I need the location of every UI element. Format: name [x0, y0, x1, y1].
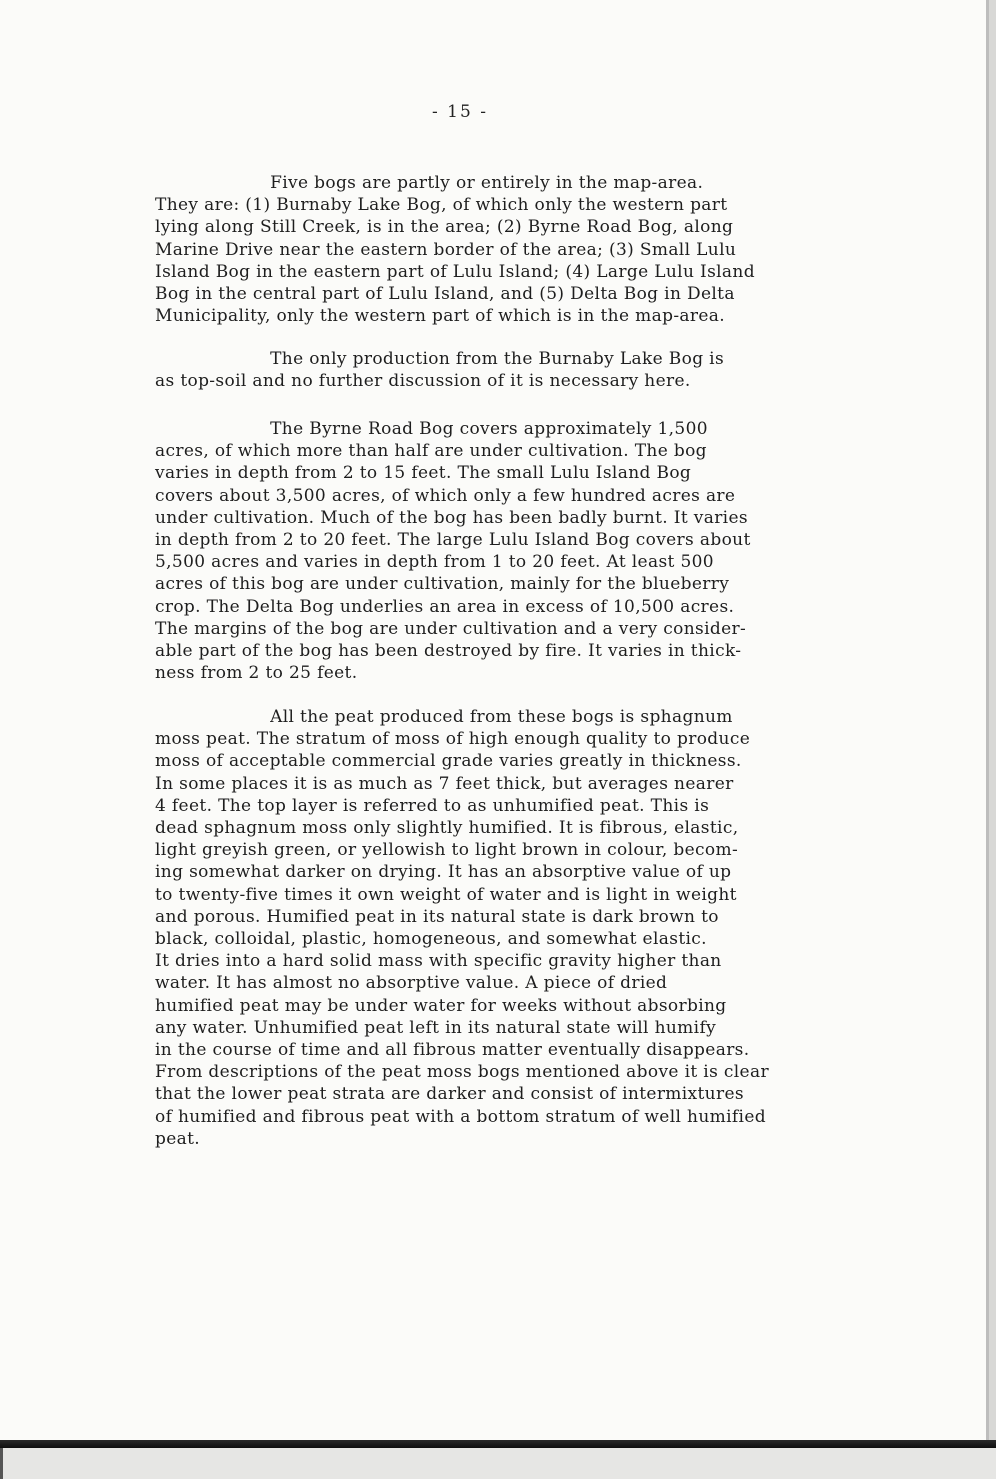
paragraph-peat-description: All the peat produced from these bogs is sphagnum moss peat. The stratum of moss of high enough quality to produce moss of acceptable commercial grade varies greatly in thickness. In some places it is as much as 7 feet thick, but averages nearer 4 feet. The top layer is referred to as unhumified peat. This is dead sphagnum moss only slightly humified. It is fibrous, elastic, light greyish green, or yellowish to light brown in colour, becom- ing somewhat darker on drying. It has an absorptive value of up to twenty-five times it own weight of water and is light in weight and porous. Humified peat in its natural state is dark brown to black, colloidal, plastic, homogeneous, and somewhat elastic. It dries into a hard solid mass with specific gravity higher than water. It has almost no absorptive value. A piece of dried humified peat may be under water for weeks without absorbing any water. Unhumified peat left in its natural state will humify in the course of time and all fibrous matter eventually disappears. From descriptions of the peat moss bogs mentioned above it is clear that the lower peat strata are darker and consist of intermixtures of humified and fibrous peat with a bottom stratum of well humified peat. — [155, 707, 769, 1149]
paragraph-bog-sizes: The Byrne Road Bog covers approximately 1,500 acres, of which more than half are under cultivation. The bog varies in depth from 2 to 15 feet. The small Lulu Island Bog covers about 3,500 acres, of which only a few hundred acres are under cultivation. Much of the bog has been badly burnt. It varies in depth from 2 to 20 feet. The large Lulu Island Bog covers about 5,500 acres and varies in depth from 1 to 20 feet. At least 500 acres of this bog are under cultivation, mainly for the blueberry crop. The Delta Bog underlies an area in excess of 10,500 acres. The margins of the bog are under cultivation and a very consider- able part of the bog has been destroyed by fire. It varies in thick- ness from 2 to 25 feet. — [155, 419, 751, 684]
paragraph-burnaby-lake-bog: The only production from the Burnaby Lake Bog is as top-soil and no further discussion of it is necessary here. — [155, 349, 725, 392]
paragraph-bogs-list: Five bogs are partly or entirely in the map-area. They are: (1) Burnaby Lake Bog, of which only the western part lying along Still Creek, is in the area; (2) Byrne Road Bog, along Marine Drive near the eastern border of the area; (3) Small Lulu Island Bog in the eastern part of Lulu Island; (4) Large Lulu Island Bog in the central part of Lulu Island, and (5) Delta Bog in Delta Municipality, only the western part of which is in the map-area. — [155, 173, 755, 327]
page-number: - 15 - — [432, 102, 488, 122]
scan-background-bottom — [0, 1448, 996, 1479]
page-bottom-edge — [0, 1440, 996, 1448]
scan-background-right — [989, 0, 996, 1479]
scan-corner-mark — [0, 1448, 3, 1479]
